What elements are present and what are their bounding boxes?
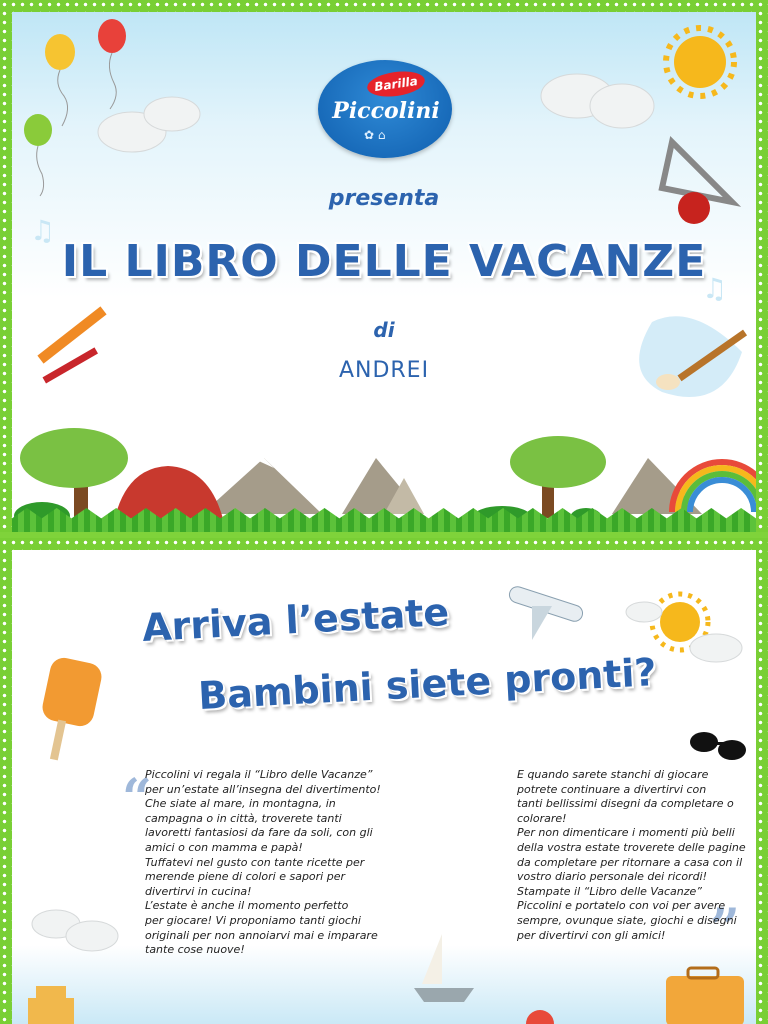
paragraph-line: della vostra estate troverete delle pagine xyxy=(517,840,746,854)
paragraph-line: Piccolini e portatelo con voi per avere xyxy=(517,899,726,913)
house-flower-icon: ✿ ⌂ xyxy=(364,128,386,142)
presenta-label: presenta xyxy=(328,186,440,211)
paragraph-line: campagna o in città, troverete tanti xyxy=(145,811,342,825)
paragraph-line: per divertirvi con gli amici! xyxy=(517,928,666,942)
popsicle-icon xyxy=(40,655,104,760)
barilla-brand: Barilla xyxy=(366,68,427,100)
heading-line-2: Bambini siete pronti? xyxy=(197,650,658,718)
intro-page xyxy=(0,538,768,1024)
paragraph-line: lavoretti fantasiosi da fare da soli, con gli xyxy=(145,826,373,840)
paragraph-line: vostro diario personale dei ricordi! xyxy=(517,870,708,884)
tree-icon xyxy=(20,428,606,518)
intro-column-left xyxy=(145,768,385,958)
intro-background xyxy=(12,550,756,1024)
suitcase-icon xyxy=(666,968,744,1024)
di-label: di xyxy=(373,318,395,342)
paragraph-line: merende piene di colori e sapori per xyxy=(145,870,346,884)
beach-ball-icon xyxy=(526,1010,554,1024)
mountains-icon xyxy=(202,458,702,514)
airplane-icon xyxy=(507,585,584,640)
paragraph-line: Stampate il “Libro delle Vacanze” xyxy=(517,884,702,898)
paragraph-line: potrete continuare a divertirvi con xyxy=(517,782,707,796)
paragraph-line: Tuffatevi nel gusto con tante ricette per xyxy=(145,855,365,869)
paragraph-line: per un’estate all’insegna del divertimento! xyxy=(145,782,381,796)
paragraph-line: Per non dimenticare i momenti più belli xyxy=(517,826,735,840)
open-quote-mark: “ xyxy=(122,768,152,829)
paragraph-line: divertirvi in cucina! xyxy=(145,884,252,898)
sailboat-icon xyxy=(414,934,474,1002)
close-quote-mark: ” xyxy=(710,898,740,959)
intro-column-right xyxy=(517,768,753,943)
paragraph-line: E quando sarete stanchi di giocare xyxy=(517,768,709,781)
paragraph-line: originali per non annoiarvi mai e imparare xyxy=(145,928,378,942)
sandcastle-icon xyxy=(28,986,74,1024)
svg-text:♫: ♫ xyxy=(702,272,728,305)
balloons-icon xyxy=(24,19,126,196)
book-title: IL LIBRO DELLE VACANZE xyxy=(61,236,707,287)
paragraph-line: amici o con mamma e papà! xyxy=(145,840,303,854)
cover-sky xyxy=(12,12,756,532)
svg-text:♫: ♫ xyxy=(30,214,56,247)
paragraph-line: tante cose nuove! xyxy=(145,943,245,957)
paragraph-line: sempre, ovunque siate, giochi e disegni xyxy=(517,913,737,927)
paragraph-line: tanti bellissimi disegni da completare o xyxy=(517,797,734,811)
paragraph-line: Che siate al mare, in montagna, in xyxy=(145,797,336,811)
paragraph-line: Piccolini vi regala il “Libro delle Vacanze” xyxy=(145,768,373,781)
sun-icon xyxy=(666,28,734,96)
paragraph-line: per giocare! Vi proponiamo tanti giochi xyxy=(145,913,361,927)
paragraph-line: colorare! xyxy=(517,811,567,825)
heading-line-1: Arriva l’estate xyxy=(141,589,451,651)
paragraph-line: L’estate è anche il momento perfetto xyxy=(145,899,349,913)
child-name: ANDREI xyxy=(338,358,430,383)
sunglasses-icon xyxy=(690,732,746,760)
paragraph-line: da completare per ritornare a casa con il xyxy=(517,855,743,869)
piccolini-wordmark: Piccolini xyxy=(332,98,440,124)
rainbow-icon xyxy=(672,462,756,512)
